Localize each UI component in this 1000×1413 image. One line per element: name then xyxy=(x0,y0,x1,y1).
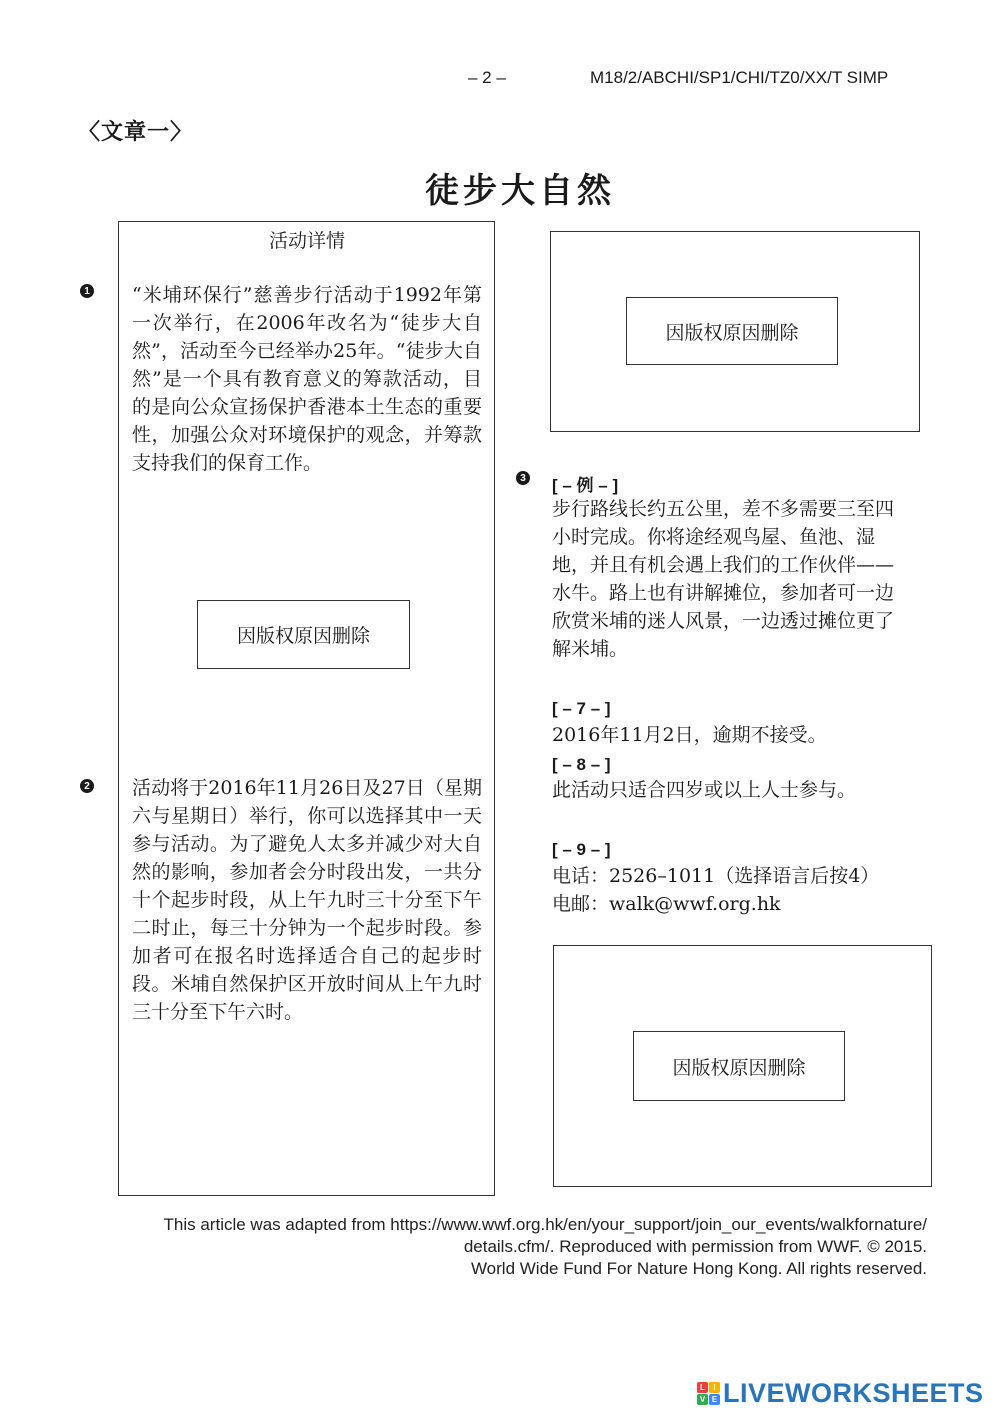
liveworksheets-logo-icon xyxy=(697,1382,720,1405)
article-title: 徒步大自然 xyxy=(425,171,615,211)
image-placeholder-bottom: 因版权原因删除 xyxy=(633,1031,845,1101)
paragraph-number-3 xyxy=(516,471,530,485)
age-requirement-text: 此活动只适合四岁或以上人士参与。 xyxy=(552,779,857,801)
email-text: 电邮：walk@wwf.org.hk xyxy=(552,893,781,915)
logo-tile-v: V xyxy=(697,1394,708,1405)
paragraph-1: “米埔环保行”慈善步行活动于1992年第一次举行，在2006年改名为“徒步大自然”，活动至今已经举办25年。“徒步大自然”是一个具有教育意义的筹款活动，目的是向公众宣扬保护香港本土生态的重要性，加强公众对环境保护的观念，并筹款支持我们的保育工作。 xyxy=(132,284,482,474)
liveworksheets-watermark xyxy=(697,1378,984,1409)
logo-tile-i: I xyxy=(709,1382,720,1393)
paragraph-number-1-glyph: 1 xyxy=(84,285,90,297)
page-number: – 2 – xyxy=(468,68,506,87)
left-column-heading: 活动详情 xyxy=(268,230,345,252)
marker-example: [ – 例 – ] xyxy=(552,476,619,495)
logo-tile-l: L xyxy=(697,1382,708,1393)
footer-line-2: details.cfm/. Reproduced with permission from WWF. © 2015. xyxy=(463,1237,927,1256)
marker-8: [ – 8 – ] xyxy=(552,755,611,774)
image-placeholder-left: 因版权原因删除 xyxy=(197,600,410,669)
paragraph-3: 步行路线长约五公里，差不多需要三至四小时完成。你将途经观鸟屋、鱼池、湿地，并且有机会遇上我们的工作伙伴——水牛。路上也有讲解摊位，参加者可一边欣赏米埔的迷人风景，一边透过摊位更了解米埔。 xyxy=(552,498,895,660)
paragraph-number-1 xyxy=(80,284,94,298)
marker-9: [ – 9 – ] xyxy=(552,840,611,859)
phone-text: 电话：2526–1011（选择语言后按4） xyxy=(552,865,880,887)
logo-tile-e: E xyxy=(709,1394,720,1405)
paragraph-number-2 xyxy=(80,779,94,793)
marker-7: [ – 7 – ] xyxy=(552,699,611,718)
paragraph-2: 活动将于2016年11月26日及27日（星期六与星期日）举行，你可以选择其中一天参与活动。为了避免人太多并减少对大自然的影响，参加者会分时段出发，一共分十个起步时段，从上午九时三十分至下午二时止，每三十分钟为一个起步时段。参加者可在报名时选择适合自己的起步时段。米埔自然保护区开放时间从上午九时三十分至下午六时。 xyxy=(132,777,482,1023)
paragraph-number-3-glyph: 3 xyxy=(520,472,526,484)
exam-code: M18/2/ABCHI/SP1/CHI/TZ0/XX/T SIMP xyxy=(590,68,889,87)
footer-line-1: This article was adapted from https://www.wwf.org.hk/en/your_support/join_our_events/walkfornature/ xyxy=(163,1215,927,1234)
liveworksheets-text: LIVEWORKSHEETS xyxy=(723,1378,984,1408)
footer-line-3: World Wide Fund For Nature Hong Kong. All rights reserved. xyxy=(470,1259,927,1278)
section-label: 〈文章一〉 xyxy=(78,119,194,145)
image-placeholder-top: 因版权原因删除 xyxy=(626,297,838,365)
paragraph-number-2-glyph: 2 xyxy=(84,780,90,792)
deadline-text: 2016年11月2日，逾期不接受。 xyxy=(552,724,827,746)
source-footer xyxy=(164,1214,927,1280)
